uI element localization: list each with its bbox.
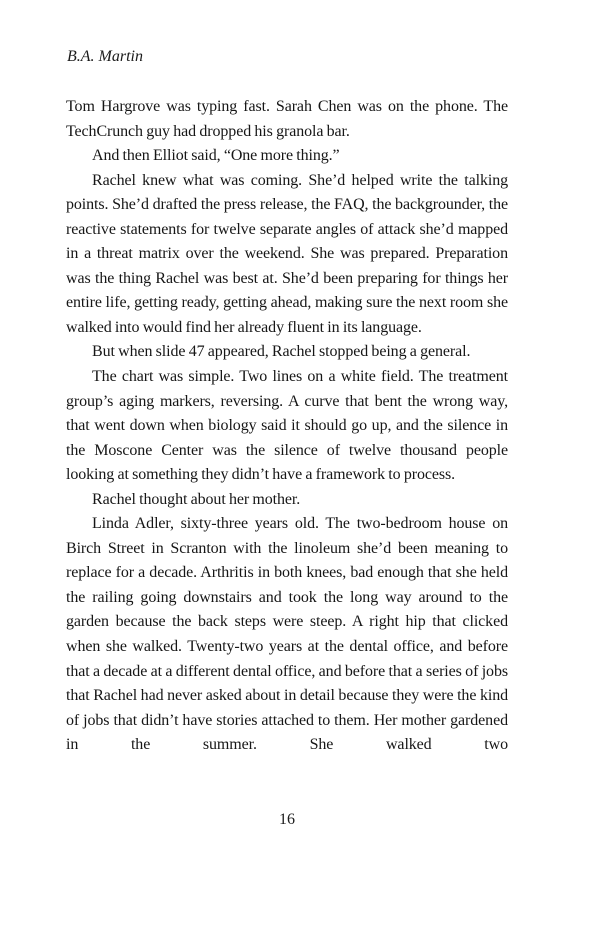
paragraph: Rachel thought about her mother. (92, 490, 301, 508)
paragraph: But when slide 47 appeared, Rachel stopped being a general. (92, 343, 471, 361)
paragraph: And then Elliot said, “One more thing.” (92, 147, 340, 165)
paragraph: Linda Adler, sixty-three years old. The two-bedroom house on Birch Street in Scranton with the linoleum she’d been meaning to replace for a decade. Arthritis in both knees, bad enough that she held the railing going downstairs and took the long way around to the garden because the back steps were steep. A right hip that clicked when she walked. Twenty-two years at the dental office, and before that a decade at a different dental office, and before that a series of jobs that Rachel had never asked about in detail because they were the kind of jobs that didn’t have stories attached to them. Her mother gardened in the summer. She walked two (66, 515, 508, 754)
running-header: B.A. Martin (67, 48, 143, 65)
paragraph: Tom Hargrove was typing fast. Sarah Chen was on the phone. The TechCrunch guy had dropped his granola bar. (66, 98, 508, 140)
body-paragraphs (66, 95, 508, 758)
paragraph: Rachel knew what was coming. She’d helped write the talking points. She’d drafted the press release, the FAQ, the backgrounder, the reactive statements for twelve separate angles of attack she’d mapped in a threat matrix over the weekend. She was prepared. Preparation was the thing Rachel was best at. She’d been preparing for things her entire life, getting ready, getting ahead, making sure the next room she walked into would find her already fluent in its language. (66, 171, 508, 336)
paragraph: The chart was simple. Two lines on a white field. The treatment group’s aging markers, reversing. A curve that bent the wrong way, that went down when biology said it should go up, and the silence in the Moscone Center was the silence of twelve thousand people looking at something they didn’t have a framework to process. (66, 368, 508, 484)
page-number: 16 (279, 811, 295, 828)
